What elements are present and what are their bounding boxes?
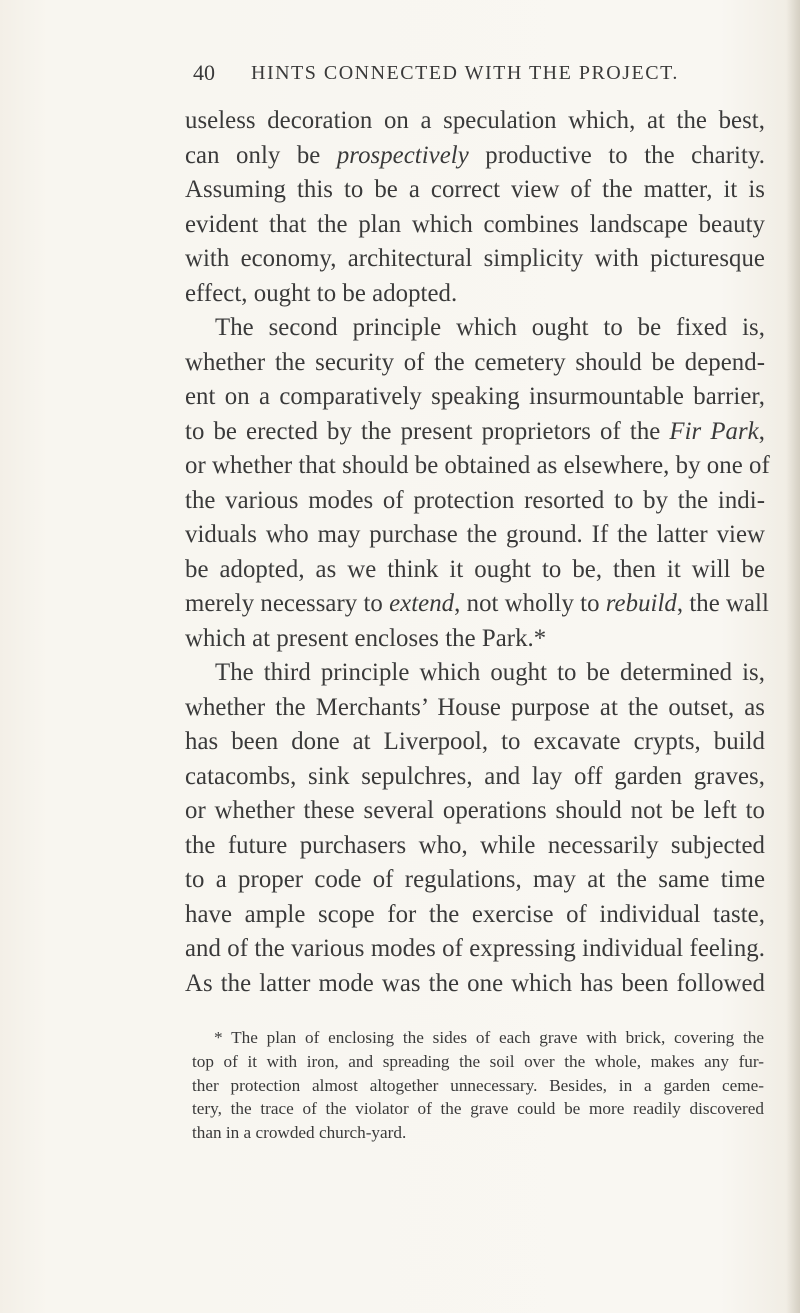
page-number: 40: [193, 60, 215, 85]
text-line: ent on a comparatively speaking insurmountable barrier,: [185, 383, 765, 410]
footnote-line: * The plan of enclosing the sides of each grave with brick, covering the: [214, 1028, 764, 1047]
text-line: merely necessary to extend, not wholly to rebuild, the wall: [185, 590, 769, 617]
text-line: be adopted, as we think it ought to be, then it will be: [185, 555, 765, 583]
running-head: HINTS CONNECTED WITH THE PROJECT.: [251, 62, 679, 84]
text-line: can only be prospectively productive to the charity.: [185, 141, 765, 169]
text-line: with economy, architectural simplicity with picturesque: [185, 245, 765, 272]
text-line: to be erected by the present proprietors of the Fir Park,: [185, 417, 765, 445]
text-line: useless decoration on a speculation which, at the best,: [185, 107, 765, 134]
body-text: [185, 104, 770, 1001]
footnote-line: top of it with iron, and spreading the soil over the whole, makes any fur-: [192, 1051, 764, 1071]
page-edge-shadow: [786, 0, 800, 1313]
text-line: catacombs, sink sepulchres, and lay off garden graves,: [185, 762, 765, 790]
text-line: viduals who may purchase the ground. If the latter view: [185, 521, 765, 548]
italic-term: prospectively: [336, 141, 469, 169]
text-line: evident that the plan which combines landscape beauty: [185, 210, 765, 238]
text-line: the future purchasers who, while necessarily subjected: [185, 831, 765, 859]
text-line: As the latter mode was the one which has been followed: [185, 969, 765, 997]
text-line: and of the various modes of expressing individual feeling.: [185, 935, 765, 962]
italic-term: Fir Park: [669, 417, 759, 445]
paragraph-start-line: The second principle which ought to be fixed is,: [215, 314, 765, 341]
footnote-line: ther protection almost altogether unnecessary. Besides, in a garden ceme-: [192, 1075, 764, 1095]
text-line: whether the Merchants’ House purpose at the outset, as: [185, 693, 765, 721]
text-line: effect, ought to be adopted.: [185, 279, 458, 307]
text-line: or whether these several operations should not be left to: [185, 797, 765, 824]
text-line: have ample scope for the exercise of individual taste,: [185, 900, 765, 928]
footnote-line: than in a crowded church-yard.: [192, 1123, 407, 1143]
page-header: [193, 60, 693, 94]
italic-term: rebuild: [605, 590, 677, 617]
text-line: which at present encloses the Park.*: [185, 624, 547, 652]
footnote: [192, 1026, 764, 1145]
text-line: whether the security of the cemetery should be depend-: [185, 348, 765, 376]
text-line: Assuming this to be a correct view of the matter, it is: [185, 176, 765, 203]
text-line: the various modes of protection resorted to by the indi-: [185, 486, 765, 514]
text-line: has been done at Liverpool, to excavate crypts, build: [185, 728, 765, 755]
footnote-line: tery, the trace of the violator of the grave could be more readily discovered: [192, 1099, 764, 1119]
text-line: to a proper code of regulations, may at the same time: [185, 866, 765, 893]
text-line: or whether that should be obtained as elsewhere, by one of: [185, 452, 770, 479]
paragraph-start-line: The third principle which ought to be determined is,: [215, 659, 765, 686]
italic-term: extend: [389, 590, 455, 617]
